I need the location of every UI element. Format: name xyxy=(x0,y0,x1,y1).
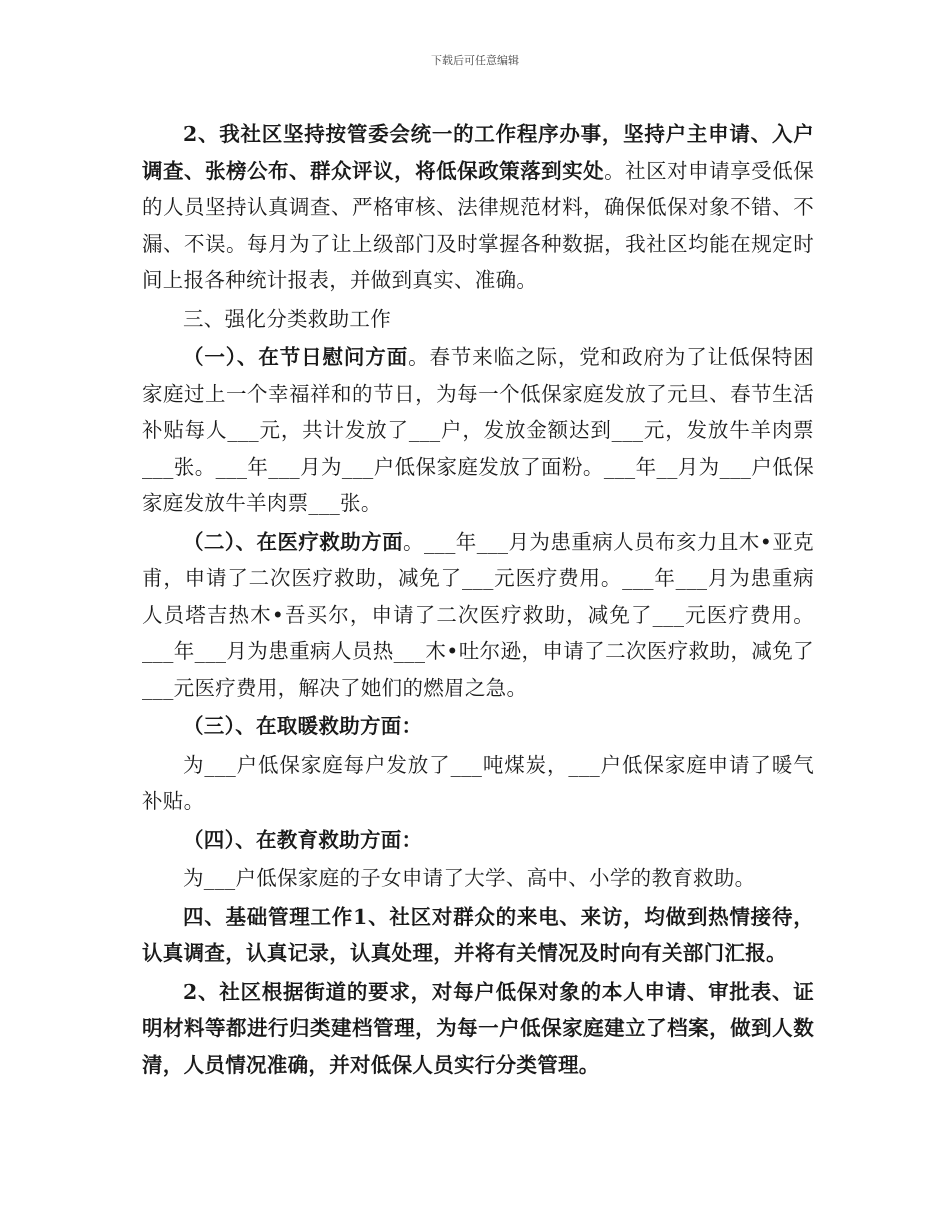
subsection-text-heating: 为___户低保家庭每户发放了___吨煤炭，___户低保家庭申请了暖气补贴。 xyxy=(142,752,814,813)
subsection-heading-medical: （二）、在医疗救助方面 xyxy=(183,529,404,554)
subsection-holiday xyxy=(142,339,814,522)
subsection-medical xyxy=(142,524,814,707)
subsection-heading-education: （四）、在教育救助方面： xyxy=(183,827,423,852)
subsection-heading-heating: （三）、在取暖救助方面： xyxy=(183,714,423,738)
document-body xyxy=(142,116,814,1083)
subsection-heading-holiday: （一）、在节日慰问方面 xyxy=(183,345,409,369)
subsection-text-holiday: 。春节来临之际，党和政府为了让低保特困家庭过上一个幸福祥和的节日，为每一个低保家庭发放了元旦、春节生活补贴每人___元，共计发放了___户，发放金额达到___元，发放牛羊肉票___张。___年___月为___户低保家庭发放了面粉。___年__月为___户低保家庭发放牛羊肉票___张。 xyxy=(142,345,814,515)
paragraph-lead-bold: 2、我社区坚持按管委会统一的工作程序办事，坚持户主申请、入户调查、张榜公布、群众评议，将低保政策落到实处 xyxy=(142,122,814,183)
subsection-text-medical: 。___年___月为患重病人员布亥力且木•亚克甫，申请了二次医疗救助，减免了___元医疗费用。___年___月为患重病人员塔吉热木•吾买尔，申请了二次医疗救助，减免了___元医疗费用。___年___月为患重病人员热___木•吐尔逊，申请了二次医疗救助，减免了___元医疗费用，解决了她们的燃眉之急。 xyxy=(142,529,814,700)
subsection-text-education: 为___户低保家庭的子女申请了大学、高中、小学的教育救助。 xyxy=(183,866,756,890)
paragraph-low-income-procedure xyxy=(142,116,814,299)
section-heading-assistance: 三、强化分类救助工作 xyxy=(183,306,391,331)
paragraph-archive-management: 2、社区根据街道的要求，对每户低保对象的本人申请、审批表、证明材料等都进行归类建档管理，为每一户低保家庭建立了档案，做到人数清，人员情况准确，并对低保人员实行分类管理。 xyxy=(142,979,814,1077)
paragraph-text: 。社区对申请享受低保的人员坚持认真调查、严格审核、法律规范材料，确保低保对象不错、不漏、不误。每月为了让上级部门及时掌握各种数据，我社区均能在规定时间上报各种统计报表，并做到真实、准确。 xyxy=(142,158,814,292)
paragraph-basic-management: 四、基础管理工作1、社区对群众的来电、来访，均做到热情接待，认真调查，认真记录，认真处理，并将有关情况及时向有关部门汇报。 xyxy=(142,904,814,965)
page-header: 下载后可任意编辑 xyxy=(431,54,519,67)
